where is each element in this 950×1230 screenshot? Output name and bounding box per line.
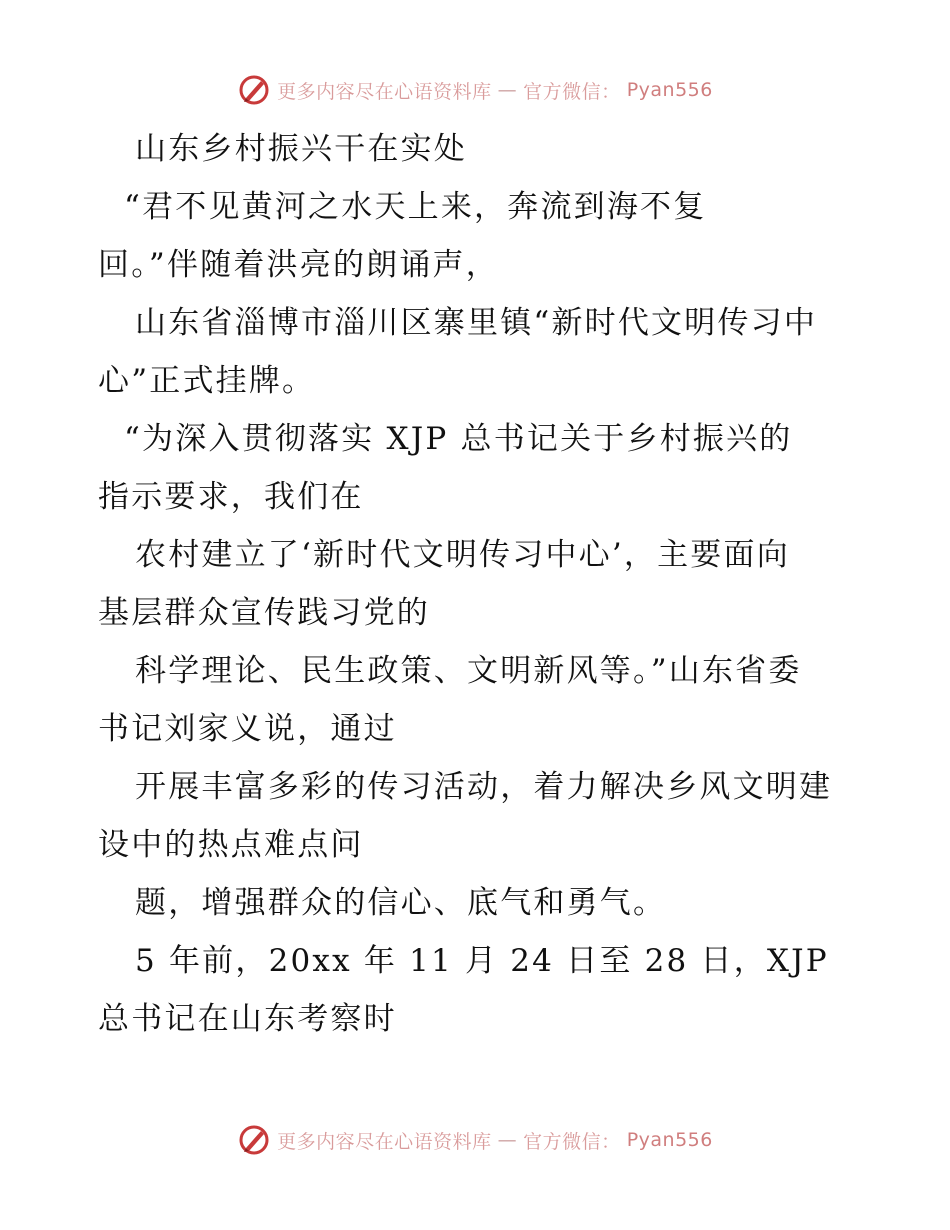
doc-line: 题，增强群众的信心、底气和勇气。 <box>135 885 667 921</box>
doc-title: 山东乡村振兴干在实处 <box>135 131 467 167</box>
doc-line: 基层群众宣传践习党的 <box>98 595 430 631</box>
watermark-separator: — <box>497 79 518 101</box>
pen-logo-icon <box>237 1123 271 1157</box>
doc-line: 科学理论、民生政策、文明新风等。”山东省委 <box>135 653 802 689</box>
doc-line: 书记刘家义说，通过 <box>98 711 397 747</box>
document-body <box>98 120 858 1048</box>
watermark-account: Pyan556 <box>626 79 713 101</box>
doc-line: 心”正式挂牌。 <box>98 363 316 399</box>
watermark-official: 官方微信： <box>523 1130 621 1153</box>
header-watermark <box>0 70 950 110</box>
doc-line: 山东省淄博市淄川区寨里镇“新时代文明传习中 <box>135 305 818 341</box>
watermark-account: Pyan556 <box>626 1129 713 1151</box>
footer-watermark <box>0 1120 950 1160</box>
doc-line: “君不见黄河之水天上来，奔流到海不复 <box>124 189 707 225</box>
watermark-separator: — <box>497 1129 518 1151</box>
doc-line: 设中的热点难点问 <box>98 827 364 863</box>
doc-line: 总书记在山东考察时 <box>98 1001 397 1037</box>
pen-logo-icon <box>237 73 271 107</box>
doc-line: 农村建立了‘新时代文明传习中心’，主要面向 <box>135 537 790 573</box>
doc-line: 回。”伴随着洪亮的朗诵声， <box>98 247 499 283</box>
watermark-text: 更多内容尽在心语资料库 <box>277 1130 492 1153</box>
doc-line: “为深入贯彻落实 XJP 总书记关于乡村振兴的 <box>124 421 793 457</box>
doc-line: 指示要求，我们在 <box>98 479 364 515</box>
doc-line: 5 年前，20xx 年 11 月 24 日至 28 日，XJP <box>135 943 829 979</box>
watermark-text: 更多内容尽在心语资料库 <box>277 80 492 103</box>
doc-line: 开展丰富多彩的传习活动，着力解决乡风文明建 <box>135 769 833 805</box>
watermark-official: 官方微信： <box>523 80 621 103</box>
